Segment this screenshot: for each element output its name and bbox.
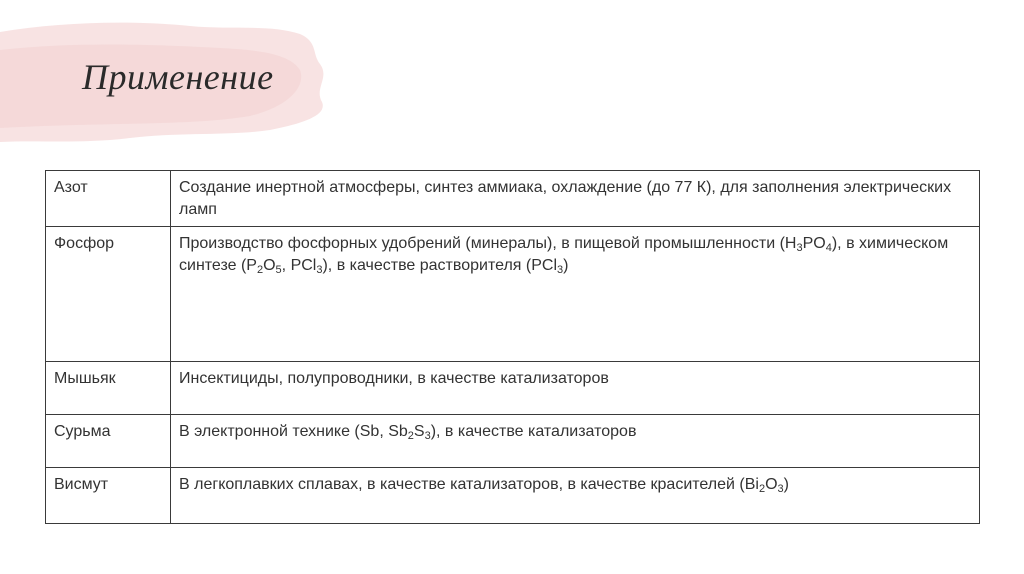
usage-text: , PCl [281,257,317,274]
applications-table [45,170,980,524]
formula-subscript: 3 [424,430,431,442]
formula-subscript: 2 [758,483,766,495]
usage-cell [171,415,980,468]
formula-subscript: 4 [825,242,832,254]
usage-cell [171,362,980,415]
element-name-cell: Азот [46,171,171,227]
usage-text: O [263,257,276,274]
usage-text: O [765,476,778,493]
formula-subscript: 3 [796,242,803,254]
usage-text: S [413,423,425,440]
usage-cell [171,468,980,524]
formula-subscript: 2 [407,430,414,442]
usage-text: ), в качестве растворителя (PCl [322,257,558,274]
usage-text: В электронной технике (Sb, Sb [179,423,408,440]
table-row [46,171,980,227]
table-row [46,415,980,468]
usage-cell [171,171,980,227]
formula-subscript: 3 [316,264,323,276]
element-name-cell: Сурьма [46,415,171,468]
element-name-cell: Мышьяк [46,362,171,415]
table-row [46,227,980,362]
usage-text: Производство фосфорных удобрений (минералы), в пищевой промышленности (H [179,235,797,252]
usage-cell [171,227,980,362]
page-title: Применение [82,57,274,97]
usage-text: ) [563,257,569,274]
usage-text: В легкоплавких сплавах, в качестве катализаторов, в качестве красителей (Bi [179,476,759,493]
element-name-cell: Фосфор [46,227,171,362]
usage-text: PO [802,235,826,252]
usage-text: Инсектициды, полупроводники, в качестве катализаторов [179,370,609,387]
formula-subscript: 5 [275,264,282,276]
element-name-cell: Висмут [46,468,171,524]
formula-subscript: 2 [256,264,264,276]
formula-subscript: 3 [557,264,564,276]
formula-subscript: 3 [777,483,784,495]
usage-text: ), в качестве катализаторов [430,423,637,440]
usage-text: Создание инертной атмосферы, синтез аммиака, охлаждение (до 77 К), для заполнения электрических ламп [179,179,952,218]
usage-text: ), в химическом синтезе (P [179,235,949,274]
usage-text: ) [783,476,789,493]
table-row [46,362,980,415]
table-row [46,468,980,524]
